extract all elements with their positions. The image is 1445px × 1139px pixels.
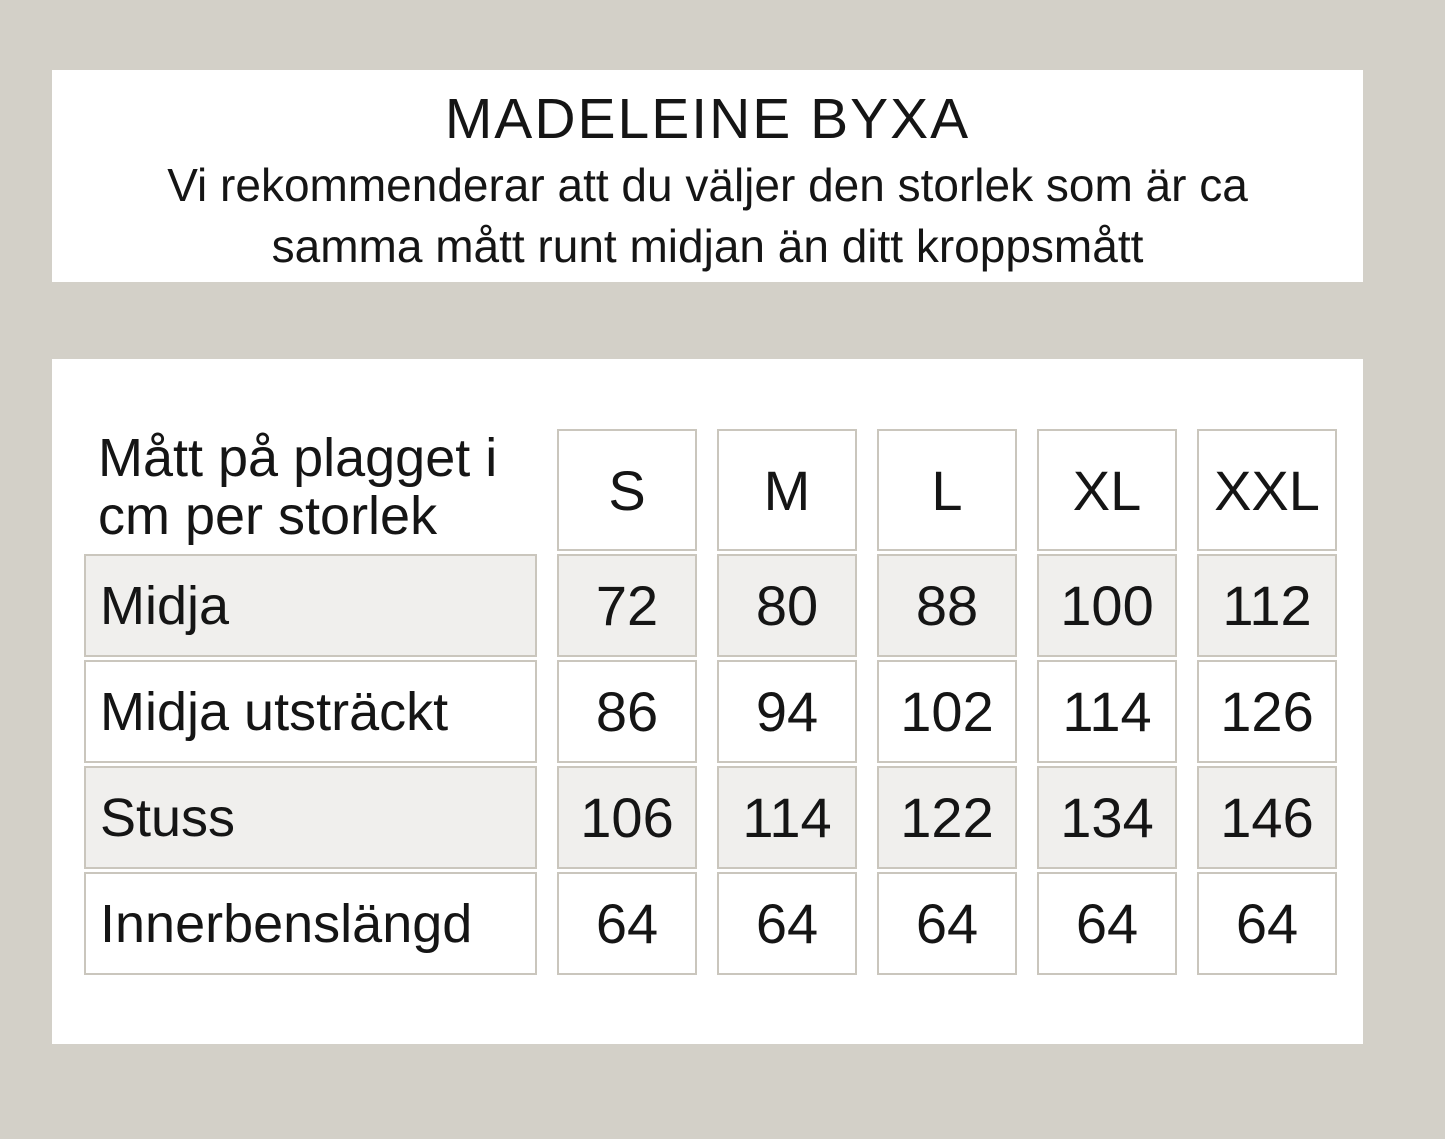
column-header-xl: XL — [1037, 429, 1177, 551]
corner-label-line-1: Mått på plagget i — [98, 428, 498, 488]
row-label-midja-utstrackt: Midja utsträckt — [84, 660, 537, 763]
value-midja-s: 72 — [557, 554, 697, 657]
column-header-l: L — [877, 429, 1017, 551]
size-column-xxl — [1197, 429, 1337, 975]
value-midja-utstrackt-xl: 114 — [1037, 660, 1177, 763]
value-midja-utstrackt-m: 94 — [717, 660, 857, 763]
row-label-midja: Midja — [84, 554, 537, 657]
value-midja-xl: 100 — [1037, 554, 1177, 657]
value-innerbenslangd-s: 64 — [557, 872, 697, 975]
value-midja-m: 80 — [717, 554, 857, 657]
value-stuss-xl: 134 — [1037, 766, 1177, 869]
column-header-m: M — [717, 429, 857, 551]
size-table-panel — [52, 359, 1363, 1044]
value-midja-l: 88 — [877, 554, 1017, 657]
subtitle-line-1: Vi rekommenderar att du väljer den storlek som är ca — [167, 159, 1248, 211]
corner-label-line-2: cm per storlek — [98, 486, 438, 546]
column-header-xxl: XXL — [1197, 429, 1337, 551]
value-midja-utstrackt-xxl: 126 — [1197, 660, 1337, 763]
value-stuss-xxl: 146 — [1197, 766, 1337, 869]
size-column-s — [557, 429, 697, 975]
value-stuss-m: 114 — [717, 766, 857, 869]
size-column-m — [717, 429, 857, 975]
corner-label — [84, 429, 537, 551]
value-innerbenslangd-xl: 64 — [1037, 872, 1177, 975]
value-midja-xxl: 112 — [1197, 554, 1337, 657]
value-stuss-l: 122 — [877, 766, 1017, 869]
row-label-column — [84, 429, 537, 975]
row-label-stuss: Stuss — [84, 766, 537, 869]
value-innerbenslangd-m: 64 — [717, 872, 857, 975]
value-stuss-s: 106 — [557, 766, 697, 869]
subtitle-line-2: samma mått runt midjan än ditt kroppsmått — [271, 220, 1144, 272]
value-innerbenslangd-l: 64 — [877, 872, 1017, 975]
column-header-s: S — [557, 429, 697, 551]
value-midja-utstrackt-s: 86 — [557, 660, 697, 763]
row-label-innerbenslangd: Innerbenslängd — [84, 872, 537, 975]
value-innerbenslangd-xxl: 64 — [1197, 872, 1337, 975]
intro-panel — [52, 70, 1363, 282]
size-column-l — [877, 429, 1017, 975]
page-title: MADELEINE BYXA — [444, 87, 971, 151]
value-midja-utstrackt-l: 102 — [877, 660, 1017, 763]
size-column-xl — [1037, 429, 1177, 975]
